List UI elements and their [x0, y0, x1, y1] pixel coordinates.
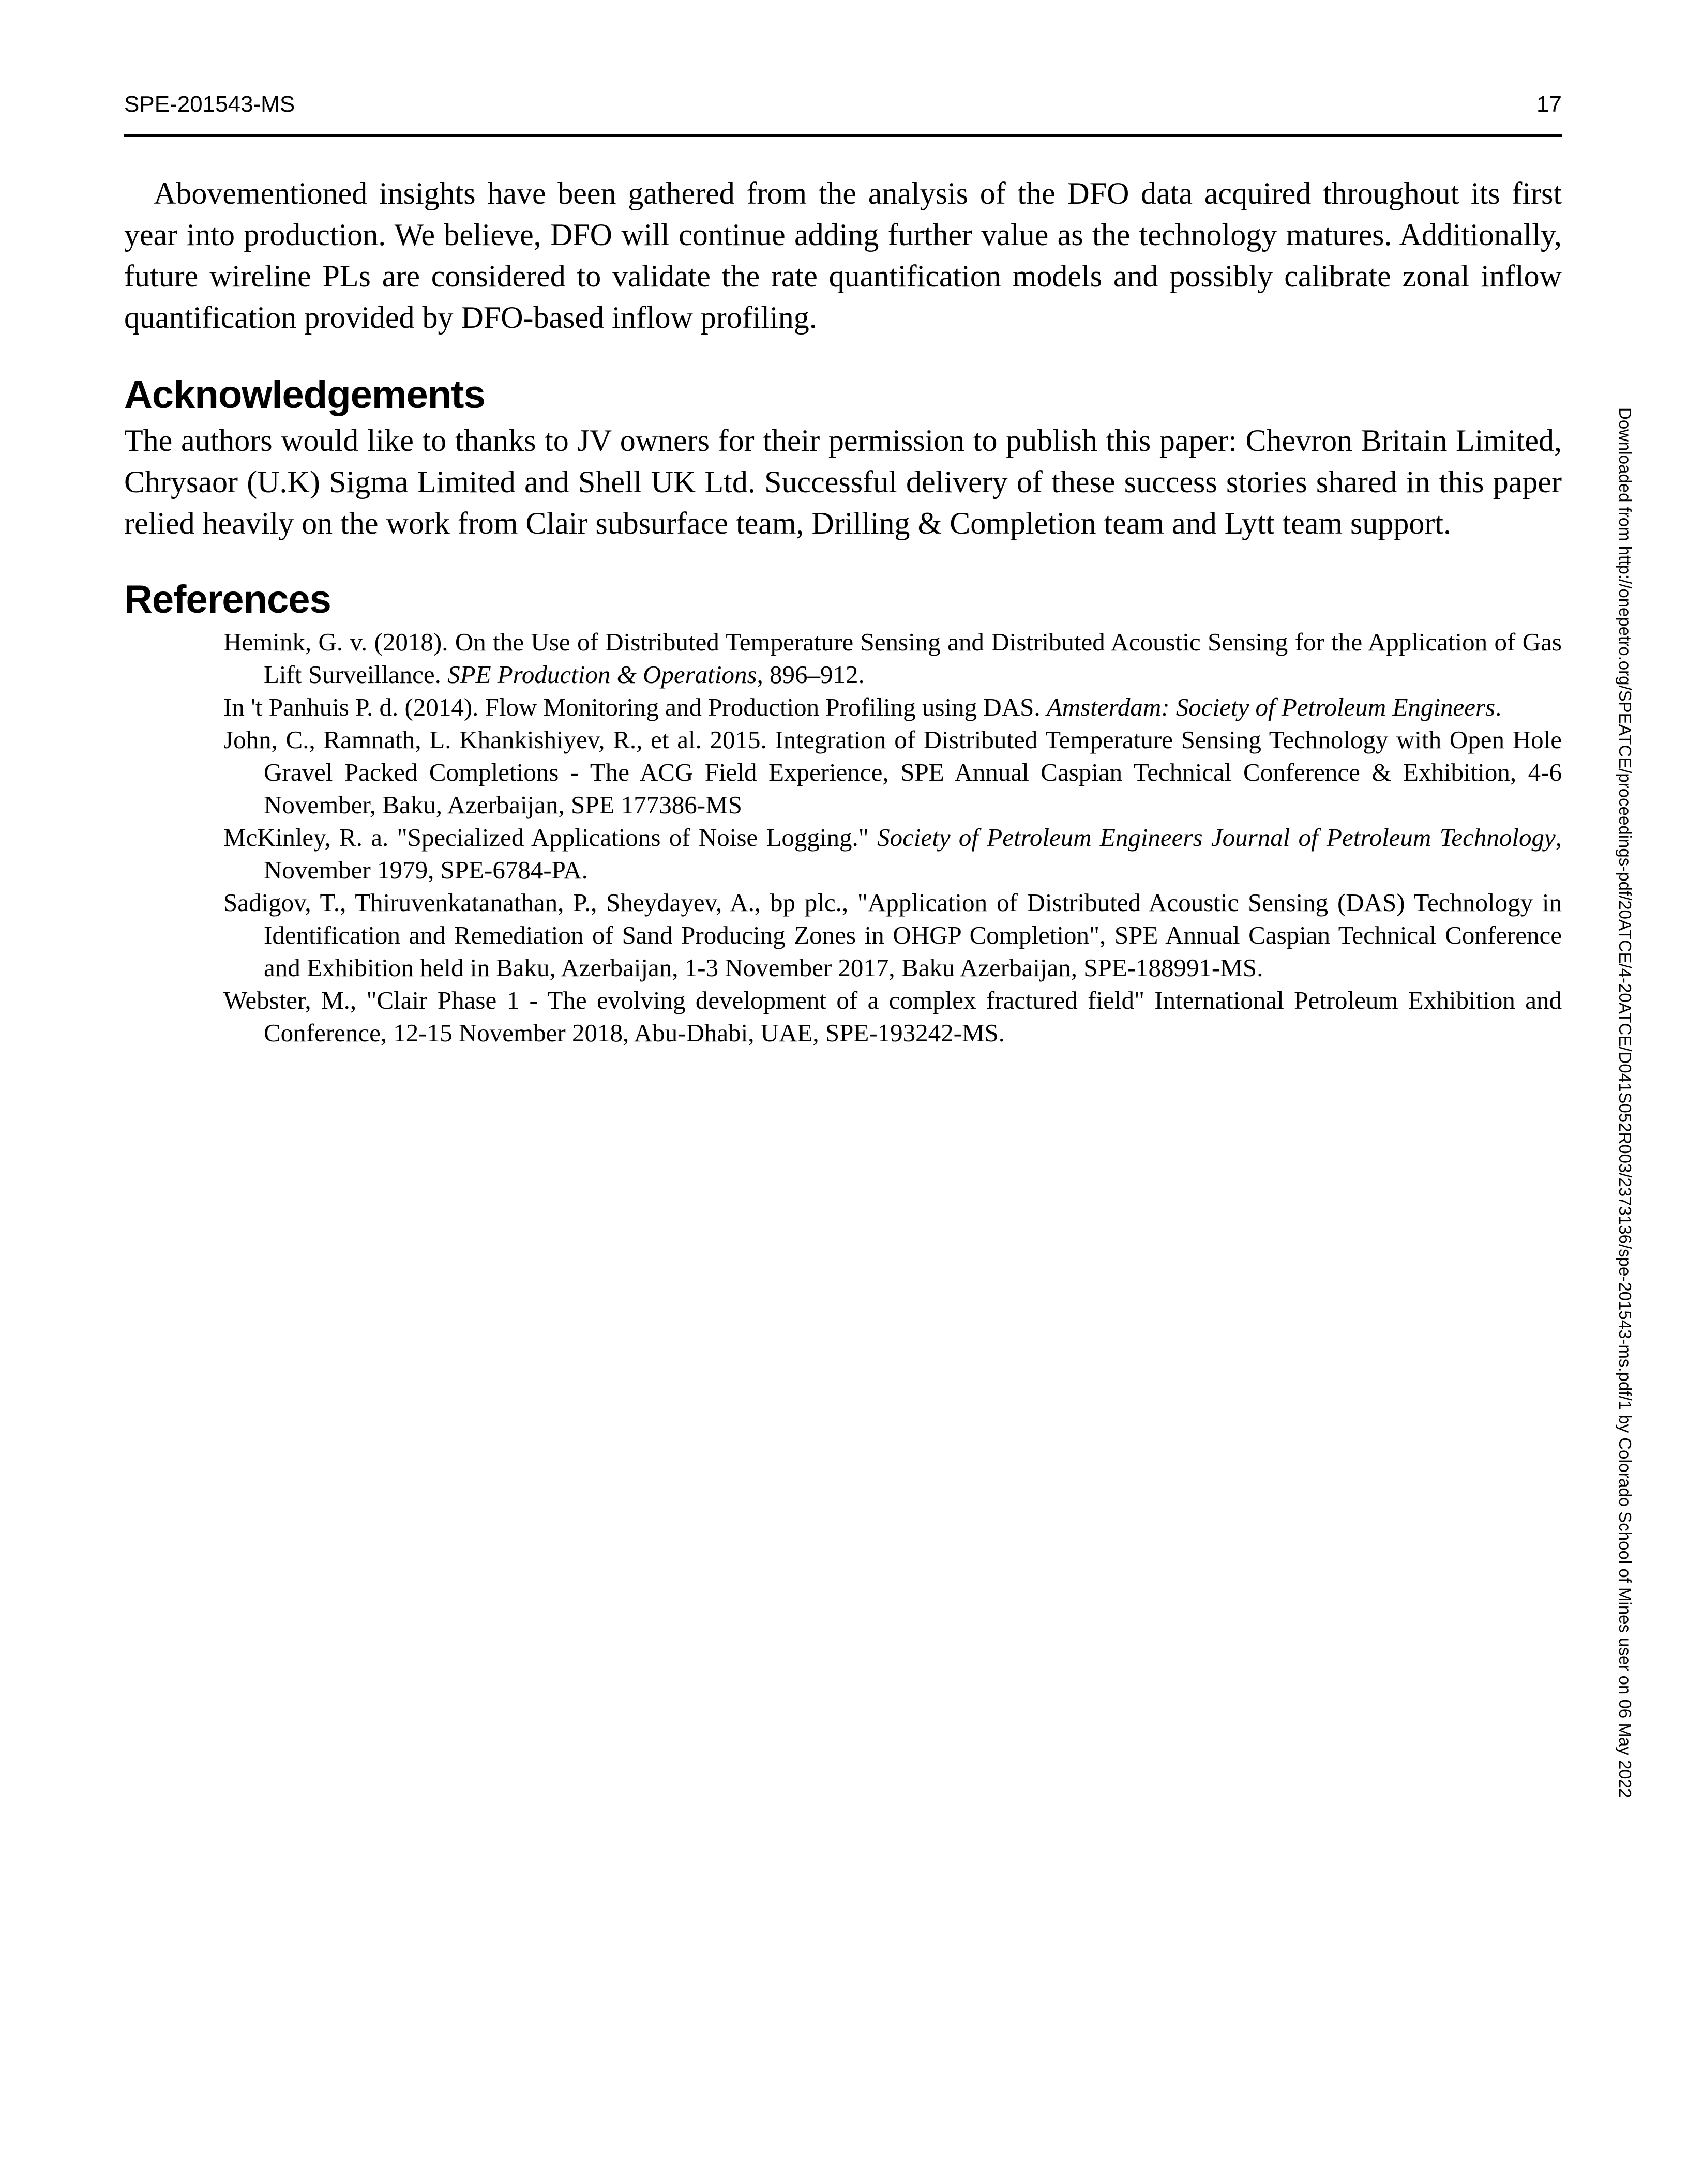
download-watermark: Downloaded from http://onepetro.org/SPEATCE/proceedings-pdf/20ATCE/4-20ATCE/D041S052R003/2373136/spe-201543-ms.pdf/1 by Colorado School of Mines user on 06 May 2022 [1616, 407, 1635, 1798]
reference-text-segment: In 't Panhuis P. d. (2014). Flow Monitoring and Production Profiling using DAS. [223, 693, 1047, 721]
reference-text-segment: Sadigov, T., Thiruvenkatanathan, P., Sheydayev, A., bp plc., "Application of Distributed Acoustic Sensing (DAS) Technology in Identification and Remediation of Sand Producing Zones in OHGP Completion", SPE Annual Caspian Technical Conference and Exhibition held in Baku, Azerbaijan, 1-3 November 2017, Baku Azerbaijan, SPE-188991-MS. [223, 888, 1562, 982]
reference-italic-segment: SPE Production & Operations [447, 660, 757, 689]
reference-entry [124, 723, 1562, 821]
acknowledgements-text: The authors would like to thanks to JV owners for their permission to publish this paper: Chevron Britain Limited, Chrysaor (U.K) Sigma Limited and Shell UK Ltd. Successful delivery of these success stories shared in this paper relied heavily on the work from Clair subsurface team, Drilling & Completion team and Lytt team support. [124, 423, 1562, 540]
reference-text-segment: Hemink, G. v. (2018). On the Use of Distributed Temperature Sensing and Distributed Acoustic Sensing for the Application of Gas Lift Surveillance. [223, 628, 1562, 689]
body-paragraph: Abovementioned insights have been gathered from the analysis of the DFO data acquired throughout its first year into production. We believe, DFO will continue adding further value as the technology matures. Additionally, future wireline PLs are considered to validate the rate quantification models and possibly calibrate zonal inflow quantification provided by DFO-based inflow profiling. [124, 176, 1562, 335]
reference-italic-segment: Society of Petroleum Engineers Journal of Petroleum Technology [877, 823, 1556, 852]
reference-entry [124, 691, 1562, 723]
acknowledgements-heading: Acknowledgements [124, 373, 485, 417]
paper-id: SPE-201543-MS [124, 92, 295, 117]
page-header [124, 91, 1562, 118]
header-rule [124, 134, 1562, 136]
reference-text-segment: John, C., Ramnath, L. Khankishiyev, R., et al. 2015. Integration of Distributed Temperature Sensing Technology with Open Hole Gravel Packed Completions - The ACG Field Experience, SPE Annual Caspian Technical Conference & Exhibition, 4-6 November, Baku, Azerbaijan, SPE 177386-MS [223, 725, 1562, 819]
references-heading: References [124, 578, 331, 621]
reference-entry [124, 984, 1562, 1049]
reference-text-segment: . [1495, 693, 1502, 721]
reference-entry [124, 821, 1562, 886]
reference-text-segment: , 896–912. [757, 660, 865, 689]
page-content [124, 173, 1562, 1049]
reference-italic-segment: Amsterdam: Society of Petroleum Engineers [1046, 693, 1496, 721]
reference-entry [124, 886, 1562, 984]
reference-text-segment: Webster, M., "Clair Phase 1 - The evolving development of a complex fractured field" International Petroleum Exhibition and Conference, 12-15 November 2018, Abu-Dhabi, UAE, SPE-193242-MS. [223, 986, 1562, 1047]
reference-text-segment: , November 1979, SPE-6784-PA. [264, 823, 1562, 884]
reference-text-segment: McKinley, R. a. "Specialized Applications of Noise Logging." [223, 823, 878, 852]
reference-entry [124, 626, 1562, 691]
references-list [124, 626, 1562, 1049]
page-number: 17 [1536, 92, 1562, 117]
